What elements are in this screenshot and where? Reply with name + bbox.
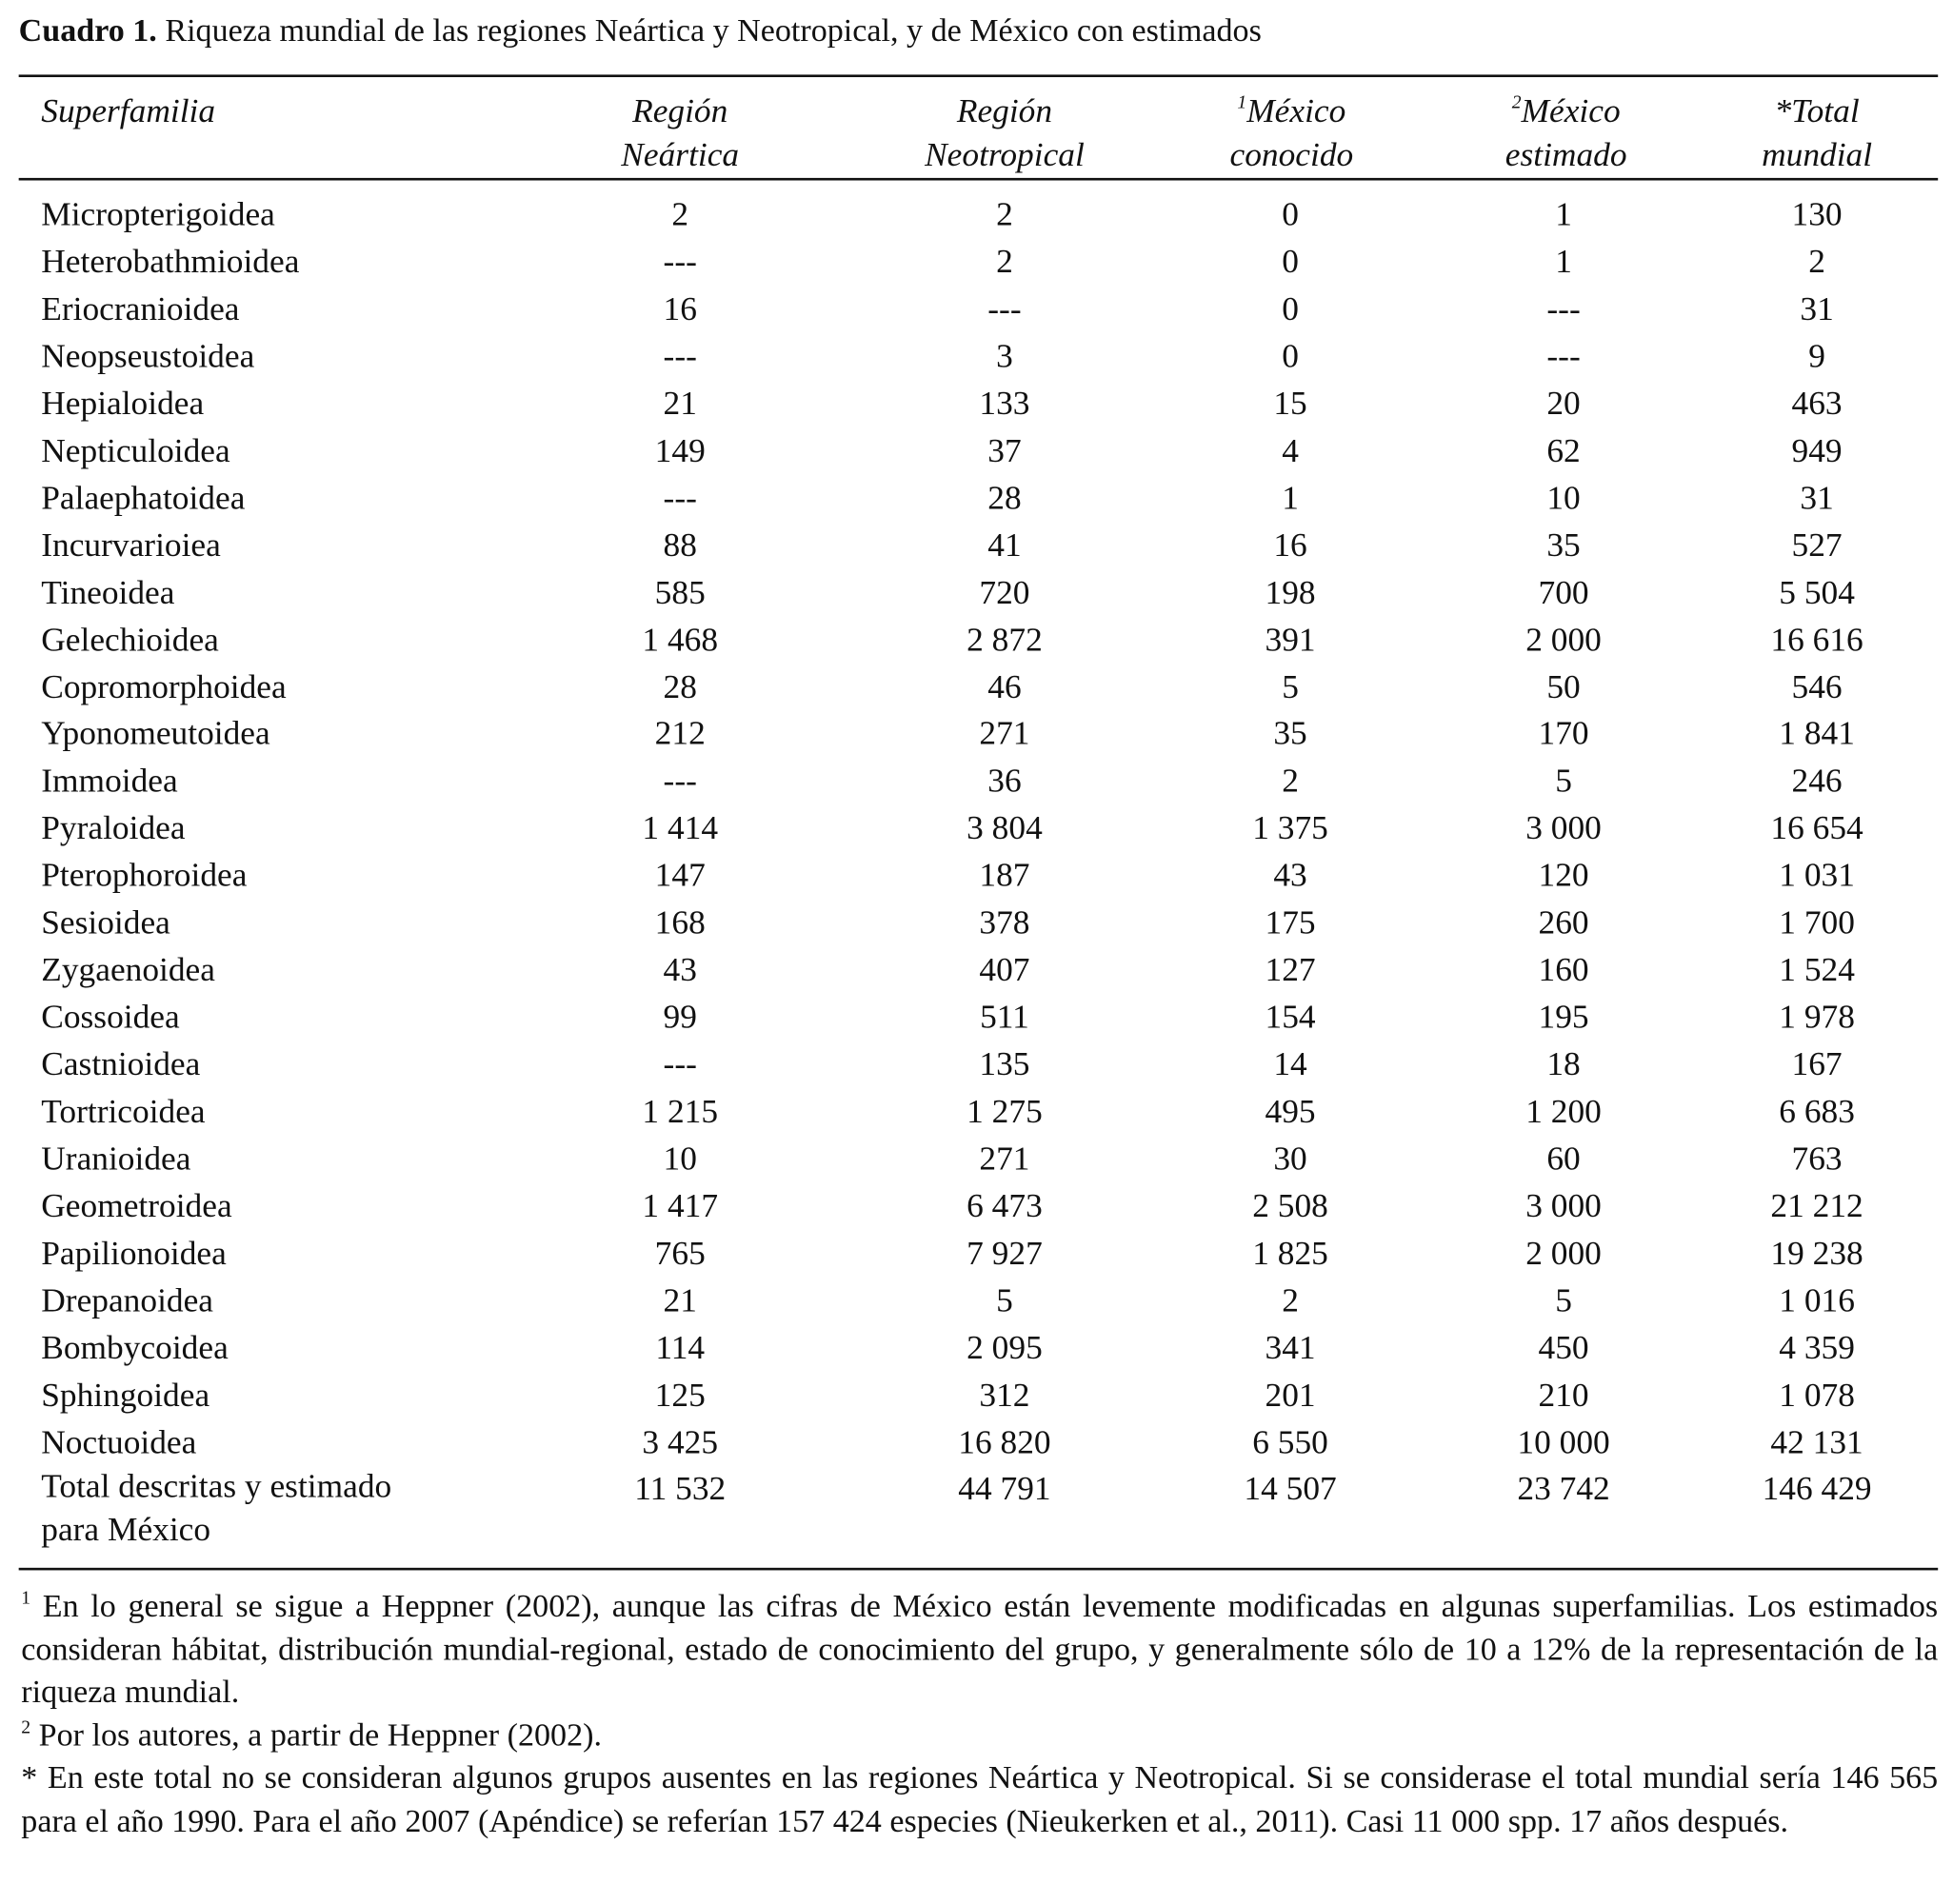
bottom-rule — [19, 1568, 1939, 1571]
cell-value: --- — [663, 242, 697, 280]
superfamily-name: Noctuoidea — [41, 1422, 197, 1461]
cell-value: 88 — [663, 526, 697, 564]
cell-value: 212 — [654, 714, 706, 752]
cell-value: 5 504 — [1779, 572, 1855, 611]
cell-value: 450 — [1538, 1328, 1589, 1366]
cell-value: 175 — [1265, 903, 1316, 942]
cell-value: 20 — [1546, 384, 1581, 422]
footnotes — [21, 1585, 1938, 1843]
cell-value: 1 417 — [642, 1186, 719, 1225]
cell-value: 43 — [663, 950, 697, 989]
cell-value: --- — [663, 1045, 697, 1083]
cell-value: 127 — [1265, 950, 1316, 989]
cell-value: 21 — [663, 1281, 697, 1319]
table-row — [0, 1323, 1953, 1371]
cell-value: 763 — [1791, 1140, 1843, 1178]
superfamily-name: Papilionoidea — [41, 1234, 227, 1272]
cell-value: 31 — [1800, 289, 1834, 327]
cell-value: 0 — [1282, 195, 1299, 233]
cell-value: 16 616 — [1770, 620, 1863, 658]
cell-value: 120 — [1538, 856, 1589, 894]
total-value: 44 791 — [958, 1469, 1051, 1507]
cell-value: 4 — [1282, 431, 1299, 469]
cell-value: 5 — [1282, 667, 1299, 705]
superfamily-name: Pyraloidea — [41, 808, 186, 847]
cell-value: 1 200 — [1525, 1092, 1602, 1130]
cell-value: --- — [663, 336, 697, 375]
cell-value: 198 — [1265, 572, 1316, 611]
cell-value: 50 — [1546, 667, 1581, 705]
header-total-mundial — [1747, 89, 1887, 176]
footnote-marker: 1 — [21, 1589, 31, 1609]
cell-value: 2 508 — [1252, 1186, 1328, 1225]
cell-value: 2 — [996, 195, 1013, 233]
cell-value: 1 414 — [642, 808, 719, 847]
footnote-marker: 1 — [1237, 93, 1247, 113]
superfamily-name: Uranioidea — [41, 1140, 191, 1178]
superfamily-name: Hepialoidea — [41, 384, 205, 422]
cell-value: 260 — [1538, 903, 1589, 942]
superfamily-name: Nepticuloidea — [41, 431, 230, 469]
header-text: Región — [956, 91, 1053, 129]
total-label-line: para México — [41, 1510, 211, 1548]
cell-value: 6 473 — [967, 1186, 1043, 1225]
cell-value: 700 — [1538, 572, 1589, 611]
superfamily-name: Zygaenoidea — [41, 950, 215, 989]
header-text: México — [1521, 91, 1621, 129]
cell-value: 9 — [1808, 336, 1825, 375]
cell-value: 18 — [1546, 1045, 1581, 1083]
total-value: 11 532 — [634, 1469, 727, 1507]
cell-value: 1 — [1555, 242, 1572, 280]
table-row — [0, 238, 1953, 286]
superfamily-name: Drepanoidea — [41, 1281, 214, 1319]
superfamily-name: Cossoidea — [41, 998, 180, 1036]
cell-value: 6 683 — [1779, 1092, 1855, 1130]
table-row — [0, 568, 1953, 616]
cell-value: 28 — [987, 478, 1022, 516]
cell-value: 154 — [1265, 998, 1316, 1036]
top-rule — [19, 74, 1939, 77]
caption-text: Riqueza mundial de las regiones Neártica y Neotropical, y de México con estimados — [156, 12, 1262, 49]
header-mexico-estimado — [1485, 89, 1646, 176]
cell-value: 3 000 — [1525, 808, 1602, 847]
cell-value: 2 000 — [1525, 1234, 1602, 1272]
cell-value: 195 — [1538, 998, 1589, 1036]
cell-value: 4 359 — [1779, 1328, 1855, 1366]
table-row — [0, 1229, 1953, 1277]
header-text: Neártica — [621, 135, 740, 173]
superfamily-name: Micropterigoidea — [41, 195, 275, 233]
cell-value: 765 — [654, 1234, 706, 1272]
cell-value: --- — [987, 289, 1022, 327]
cell-value: 5 — [996, 1281, 1013, 1319]
cell-value: 147 — [654, 856, 706, 894]
cell-value: 62 — [1546, 431, 1581, 469]
cell-value: 378 — [979, 903, 1030, 942]
table-row — [0, 1182, 1953, 1230]
cell-value: 511 — [980, 998, 1029, 1036]
superfamily-name: Tortricoidea — [41, 1092, 206, 1130]
cell-value: 1 275 — [967, 1092, 1043, 1130]
cell-value: 3 000 — [1525, 1186, 1602, 1225]
header-neotropical — [911, 89, 1099, 176]
cell-value: 5 — [1555, 1281, 1572, 1319]
header-text: México — [1246, 91, 1346, 129]
cell-value: 1 031 — [1779, 856, 1855, 894]
cell-value: --- — [663, 478, 697, 516]
table-row — [0, 190, 1953, 238]
table-row — [0, 804, 1953, 852]
superfamily-name: Sesioidea — [41, 903, 170, 942]
total-value: 146 429 — [1762, 1469, 1872, 1507]
table-row — [0, 1041, 1953, 1088]
table-row — [0, 332, 1953, 380]
cell-value: 0 — [1282, 336, 1299, 375]
superfamily-name: Gelechioidea — [41, 620, 219, 658]
superfamily-name: Immoidea — [41, 762, 178, 800]
table-row — [0, 946, 1953, 994]
cell-value: 1 524 — [1779, 950, 1855, 989]
cell-value: 495 — [1265, 1092, 1316, 1130]
cell-value: 201 — [1265, 1376, 1316, 1414]
table-caption — [19, 12, 1262, 50]
cell-value: 1 215 — [642, 1092, 719, 1130]
cell-value: 246 — [1791, 762, 1843, 800]
cell-value: 130 — [1791, 195, 1843, 233]
table-row — [0, 757, 1953, 804]
cell-value: 1 375 — [1252, 808, 1328, 847]
superfamily-name: Bombycoidea — [41, 1328, 229, 1366]
header-mexico-conocido — [1210, 89, 1372, 176]
cell-value: 16 654 — [1770, 808, 1863, 847]
superfamily-name: Castnioidea — [41, 1045, 201, 1083]
header-text: *Total — [1774, 91, 1860, 129]
total-value: 23 742 — [1517, 1469, 1610, 1507]
table-row — [0, 1135, 1953, 1182]
cell-value: 149 — [654, 431, 706, 469]
cell-value: 16 820 — [958, 1422, 1051, 1461]
cell-value: 585 — [654, 572, 706, 611]
superfamily-name: Sphingoidea — [41, 1376, 210, 1414]
superfamily-name: Tineoidea — [41, 572, 175, 611]
table-row — [0, 663, 1953, 710]
footnote-2 — [21, 1714, 1938, 1756]
cell-value: --- — [663, 762, 697, 800]
cell-value: 114 — [655, 1328, 706, 1366]
footnote-text: * En este total no se consideran algunos grupos ausentes en las regiones Neártica y Neotropical. Si se considerase el total mundial sería 146 565 para el año 1990. Para el año 2007 (Apéndice) se referían 157 424 especies (Nieukerken et al., 2011). Casi 11 000 spp. 17 años después. — [21, 1759, 1939, 1839]
cell-value: 2 — [1282, 1281, 1299, 1319]
cell-value: 1 978 — [1779, 998, 1855, 1036]
cell-value: 463 — [1791, 384, 1843, 422]
table-row — [0, 521, 1953, 568]
cell-value: 546 — [1791, 667, 1843, 705]
cell-value: 31 — [1800, 478, 1834, 516]
cell-value: 99 — [663, 998, 697, 1036]
cell-value: 60 — [1546, 1140, 1581, 1178]
cell-value: 125 — [654, 1376, 706, 1414]
cell-value: 167 — [1791, 1045, 1843, 1083]
cell-value: 341 — [1265, 1328, 1316, 1366]
cell-value: 15 — [1273, 384, 1307, 422]
cell-value: 35 — [1546, 526, 1581, 564]
header-rule — [19, 178, 1939, 181]
cell-value: 10 — [663, 1140, 697, 1178]
cell-value: 187 — [979, 856, 1030, 894]
table-row — [0, 615, 1953, 663]
cell-value: 160 — [1538, 950, 1589, 989]
cell-value: --- — [1546, 336, 1581, 375]
cell-value: 312 — [979, 1376, 1030, 1414]
cell-value: 0 — [1282, 289, 1299, 327]
table-row — [0, 474, 1953, 522]
cell-value: 6 550 — [1252, 1422, 1328, 1461]
cell-value: 1 — [1282, 478, 1299, 516]
cell-value: 19 238 — [1770, 1234, 1863, 1272]
cell-value: 271 — [979, 1140, 1030, 1178]
cell-value: 527 — [1791, 526, 1843, 564]
cell-value: 30 — [1273, 1140, 1307, 1178]
total-label-line: Total descritas y estimado — [41, 1466, 392, 1505]
cell-value: 135 — [979, 1045, 1030, 1083]
cell-value: 21 212 — [1770, 1186, 1863, 1225]
cell-value: 37 — [987, 431, 1022, 469]
total-value: 14 507 — [1244, 1469, 1337, 1507]
table-row — [0, 1087, 1953, 1135]
table-row — [0, 379, 1953, 426]
footnote-marker: 2 — [21, 1717, 31, 1738]
cell-value: 3 804 — [967, 808, 1043, 847]
table-row — [0, 710, 1953, 758]
cell-value: 16 — [1273, 526, 1307, 564]
superfamily-name: Heterobathmioidea — [41, 242, 300, 280]
footnote-marker: 2 — [1511, 93, 1522, 113]
footnote-asterisk — [21, 1756, 1938, 1842]
cell-value: 1 825 — [1252, 1234, 1328, 1272]
cell-value: 10 000 — [1517, 1422, 1610, 1461]
cell-value: 1 841 — [1779, 714, 1855, 752]
cell-value: 2 872 — [967, 620, 1043, 658]
superfamily-name: Geometroidea — [41, 1186, 232, 1225]
cell-value: 10 — [1546, 478, 1581, 516]
cell-value: 720 — [979, 572, 1030, 611]
caption-label: Cuadro 1. — [18, 12, 157, 49]
cell-value: 1 468 — [642, 620, 719, 658]
superfamily-name: Palaephatoidea — [41, 478, 246, 516]
table-row — [0, 426, 1953, 474]
cell-value: 42 131 — [1770, 1422, 1863, 1461]
cell-value: 1 078 — [1779, 1376, 1855, 1414]
header-text: Región — [632, 91, 728, 129]
cell-value: 168 — [654, 903, 706, 942]
cell-value: 1 — [1555, 195, 1572, 233]
cell-value: --- — [1546, 289, 1581, 327]
superfamily-name: Yponomeutoidea — [41, 714, 270, 752]
table-row — [0, 1277, 1953, 1324]
total-row — [0, 1464, 1953, 1548]
cell-value: 35 — [1273, 714, 1307, 752]
table-row — [0, 851, 1953, 899]
cell-value: 2 — [671, 195, 689, 233]
cell-value: 46 — [987, 667, 1022, 705]
cell-value: 949 — [1791, 431, 1843, 469]
header-superfamilia — [41, 89, 215, 133]
header-text: Superfamilia — [41, 91, 216, 129]
table-row — [0, 1418, 1953, 1466]
cell-value: 3 — [996, 336, 1013, 375]
cell-value: 2 — [996, 242, 1013, 280]
cell-value: 43 — [1273, 856, 1307, 894]
superfamily-name: Pterophoroidea — [41, 856, 248, 894]
cell-value: 5 — [1555, 762, 1572, 800]
superfamily-name: Copromorphoidea — [41, 667, 287, 705]
header-neartica — [611, 89, 748, 176]
footnote-1 — [21, 1585, 1938, 1714]
cell-value: 41 — [987, 526, 1022, 564]
cell-value: 16 — [663, 289, 697, 327]
cell-value: 2 095 — [967, 1328, 1043, 1366]
cell-value: 2 — [1282, 762, 1299, 800]
cell-value: 0 — [1282, 242, 1299, 280]
cell-value: 2 — [1808, 242, 1825, 280]
cell-value: 1 700 — [1779, 903, 1855, 942]
table-row — [0, 899, 1953, 946]
table-row — [0, 285, 1953, 332]
cell-value: 3 425 — [642, 1422, 719, 1461]
cell-value: 28 — [663, 667, 697, 705]
table-row — [0, 993, 1953, 1041]
cell-value: 407 — [979, 950, 1030, 989]
cell-value: 271 — [979, 714, 1030, 752]
cell-value: 170 — [1538, 714, 1589, 752]
cell-value: 36 — [987, 762, 1022, 800]
cell-value: 391 — [1265, 620, 1316, 658]
total-label — [41, 1464, 391, 1551]
cell-value: 1 016 — [1779, 1281, 1855, 1319]
table-row — [0, 1371, 1953, 1418]
header-text: Neotropical — [925, 135, 1085, 173]
superfamily-name: Neopseustoidea — [41, 336, 255, 375]
cell-value: 2 000 — [1525, 620, 1602, 658]
header-text: estimado — [1505, 135, 1627, 173]
footnote-text: En lo general se sigue a Heppner (2002), aunque las cifras de México están levemente modificadas en algunas superfamilias. Los estimados consideran hábitat, distribución mundial-regional, estado de conocimiento del grupo, y generalmente sólo de 10 a 12% de la representación de la riqueza mundial. — [21, 1587, 1939, 1710]
cell-value: 21 — [663, 384, 697, 422]
footnote-text: Por los autores, a partir de Heppner (2002). — [30, 1716, 603, 1753]
header-text: mundial — [1762, 135, 1873, 173]
cell-value: 133 — [979, 384, 1030, 422]
superfamily-name: Incurvarioiea — [41, 526, 221, 564]
cell-value: 14 — [1273, 1045, 1307, 1083]
cell-value: 7 927 — [967, 1234, 1043, 1272]
cell-value: 210 — [1538, 1376, 1589, 1414]
header-text: conocido — [1229, 135, 1354, 173]
superfamily-name: Eriocranioidea — [41, 289, 240, 327]
